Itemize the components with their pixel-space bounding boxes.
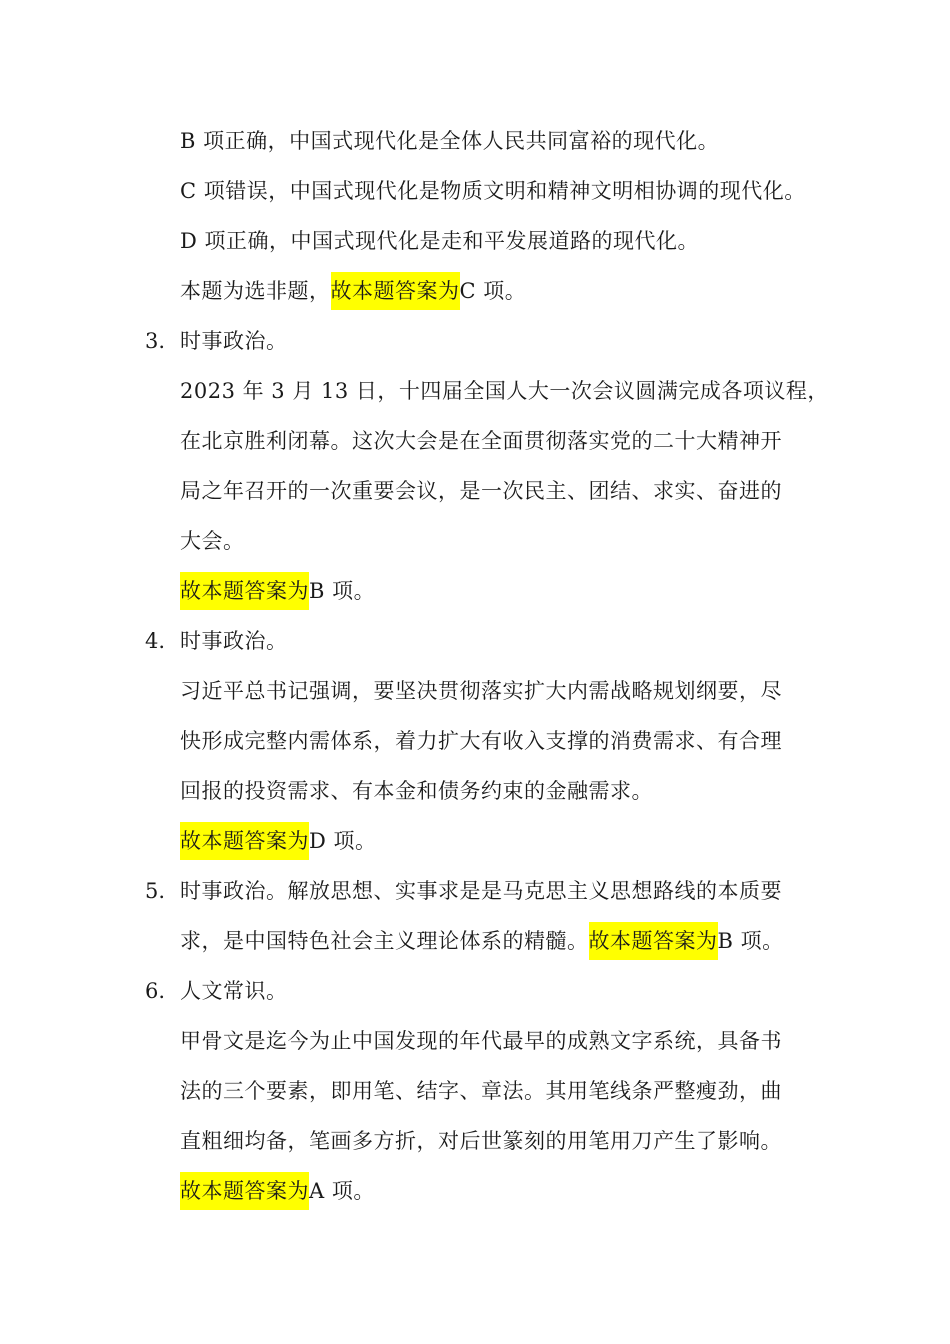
paragraph-line: 法的三个要素，即用笔、结字、章法。其用笔线条严整瘦劲，曲	[180, 1079, 782, 1103]
answer-line	[180, 824, 377, 858]
item-category: 时事政治。	[180, 329, 288, 353]
paragraph-line: B 项正确，中国式现代化是全体人民共同富裕的现代化。	[180, 129, 720, 153]
paragraph-text: 求，是中国特色社会主义理论体系的精髓。	[180, 929, 589, 953]
answer-option: B 项。	[717, 929, 784, 953]
paragraph-line: 快形成完整内需体系，着力扩大有收入支撑的消费需求、有合理	[180, 729, 782, 753]
item-category: 时事政治。	[180, 629, 288, 653]
paragraph-line: 直粗细均备，笔画多方折，对后世篆刻的用笔用刀产生了影响。	[180, 1129, 782, 1153]
paragraph-line: 时事政治。解放思想、实事求是是马克思主义思想路线的本质要	[180, 879, 782, 903]
answer-line	[180, 274, 526, 308]
answer-option: D 项。	[309, 829, 377, 853]
answer-option: C 项。	[459, 279, 527, 303]
paragraph-line: 在北京胜利闭幕。这次大会是在全面贯彻落实党的二十大精神开	[180, 429, 782, 453]
paragraph-line: 习近平总书记强调，要坚决贯彻落实扩大内需战略规划纲要，尽	[180, 679, 782, 703]
answer-highlight: 故本题答案为	[589, 922, 718, 960]
answer-highlight: 故本题答案为	[180, 822, 309, 860]
paragraph-line: 大会。	[180, 529, 245, 553]
paragraph-line: 甲骨文是迄今为止中国发现的年代最早的成熟文字系统，具备书	[180, 1029, 782, 1053]
paragraph-line: C 项错误，中国式现代化是物质文明和精神文明相协调的现代化。	[180, 179, 806, 203]
item-number: 3.	[145, 329, 166, 353]
answer-line	[180, 1174, 375, 1208]
conclusion-prefix: 本题为选非题，	[180, 279, 331, 303]
answer-highlight: 故本题答案为	[180, 1172, 309, 1210]
answer-option: B 项。	[309, 579, 376, 603]
item-number: 4.	[145, 629, 166, 653]
answer-highlight: 故本题答案为	[331, 272, 460, 310]
item-number: 6.	[145, 979, 166, 1003]
item-number: 5.	[145, 879, 166, 903]
paragraph-line: D 项正确，中国式现代化是走和平发展道路的现代化。	[180, 229, 700, 253]
answer-option: A 项。	[309, 1179, 375, 1203]
paragraph-line: 2023 年 3 月 13 日，十四届全国人大一次会议圆满完成各项议程，	[180, 379, 829, 403]
paragraph-line: 局之年召开的一次重要会议，是一次民主、团结、求实、奋进的	[180, 479, 782, 503]
paragraph-line: 回报的投资需求、有本金和债务约束的金融需求。	[180, 779, 653, 803]
answer-line	[180, 574, 375, 608]
item-category: 人文常识。	[180, 979, 288, 1003]
answer-line	[180, 924, 784, 958]
answer-highlight: 故本题答案为	[180, 572, 309, 610]
